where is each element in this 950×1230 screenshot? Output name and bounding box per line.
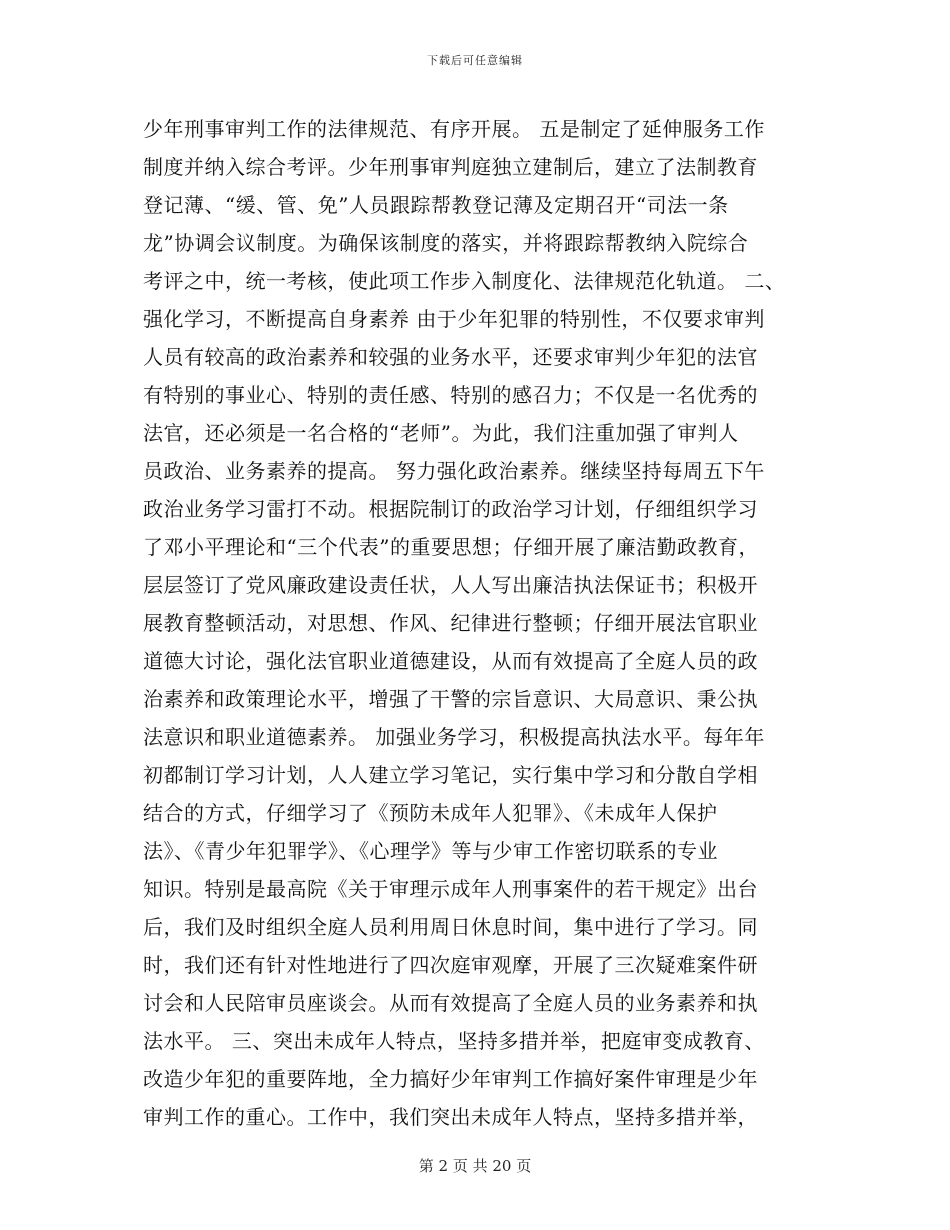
text-line: 道德大讨论，强化法官职业道德建设，从而有效提高了全庭人员的政 bbox=[143, 649, 758, 673]
text-line: 了邓小平理论和“三个代表”的重要思想；仔细开展了廉洁勤政教育， bbox=[143, 535, 759, 559]
text-line: 改造少年犯的重要阵地，全力搞好少年审判工作搞好案件审理是少年 bbox=[143, 1067, 758, 1091]
text-line: 知识。特别是最高院《关于审理示成年人刑事案件的若干规定》出台 bbox=[143, 877, 758, 901]
text-line: 治素养和政策理论水平，增强了干警的宗旨意识、大局意识、秉公执 bbox=[143, 687, 758, 711]
text-line: 人员有较高的政治素养和较强的业务水平，还要求审判少年犯的法官 bbox=[143, 345, 758, 369]
page-header: 下载后可任意编辑 bbox=[427, 54, 523, 67]
text-line: 法》、《青少年犯罪学》、《心理学》等与少审工作密切联系的专业 bbox=[143, 839, 718, 863]
page-number-footer: 第 2 页 共 20 页 bbox=[418, 1157, 532, 1175]
text-line: 龙”协调会议制度。为确保该制度的落实，并将跟踪帮教纳入院综合 bbox=[143, 231, 749, 255]
text-line: 初都制订学习计划，人人建立学习笔记，实行集中学习和分散自学相 bbox=[143, 763, 758, 787]
text-line: 法水平。 三、突出未成年人特点，坚持多措并举，把庭审变成教育、 bbox=[143, 1029, 765, 1053]
text-line: 制度并纳入综合考评。少年刑事审判庭独立建制后，建立了法制教育 bbox=[143, 155, 758, 179]
text-line: 层层签订了党风廉政建设责任状，人人写出廉洁执法保证书；积极开 bbox=[143, 573, 758, 597]
text-line: 法官，还必须是一名合格的“老师”。为此，我们注重加强了审判人 bbox=[143, 421, 739, 445]
text-line: 少年刑事审判工作的法律规范、有序开展。 五是制定了延伸服务工作 bbox=[143, 117, 765, 141]
text-line: 结合的方式，仔细学习了《预防未成年人犯罪》、《未成年人保护 bbox=[143, 801, 718, 825]
text-line: 政治业务学习雷打不动。根据院制订的政治学习计划，仔细组织学习 bbox=[143, 497, 758, 521]
text-line: 考评之中，统一考核，使此项工作步入制度化、法律规范化轨道。 二、 bbox=[143, 269, 786, 293]
text-line: 法意识和职业道德素养。 加强业务学习，积极提高执法水平。每年年 bbox=[143, 725, 765, 749]
document-body bbox=[143, 110, 823, 1136]
text-line: 强化学习，不断提高自身素养 由于少年犯罪的特别性，不仅要求审判 bbox=[143, 307, 765, 331]
text-line: 登记薄、“缓、管、免”人员跟踪帮教登记薄及定期召开“司法一条 bbox=[143, 193, 729, 217]
text-line: 员政治、业务素养的提高。 努力强化政治素养。继续坚持每周五下午 bbox=[143, 459, 765, 483]
text-line: 时，我们还有针对性地进行了四次庭审观摩，开展了三次疑难案件研 bbox=[143, 953, 758, 977]
text-line: 后，我们及时组织全庭人员利用周日休息时间，集中进行了学习。同 bbox=[143, 915, 758, 939]
text-line: 讨会和人民陪审员座谈会。从而有效提高了全庭人员的业务素养和执 bbox=[143, 991, 758, 1015]
text-line: 展教育整顿活动，对思想、作风、纪律进行整顿；仔细开展法官职业 bbox=[143, 611, 758, 635]
text-line: 有特别的事业心、特别的责任感、特别的感召力；不仅是一名优秀的 bbox=[143, 383, 758, 407]
text-line: 审判工作的重心。工作中，我们突出未成年人特点，坚持多措并举， bbox=[143, 1105, 758, 1129]
